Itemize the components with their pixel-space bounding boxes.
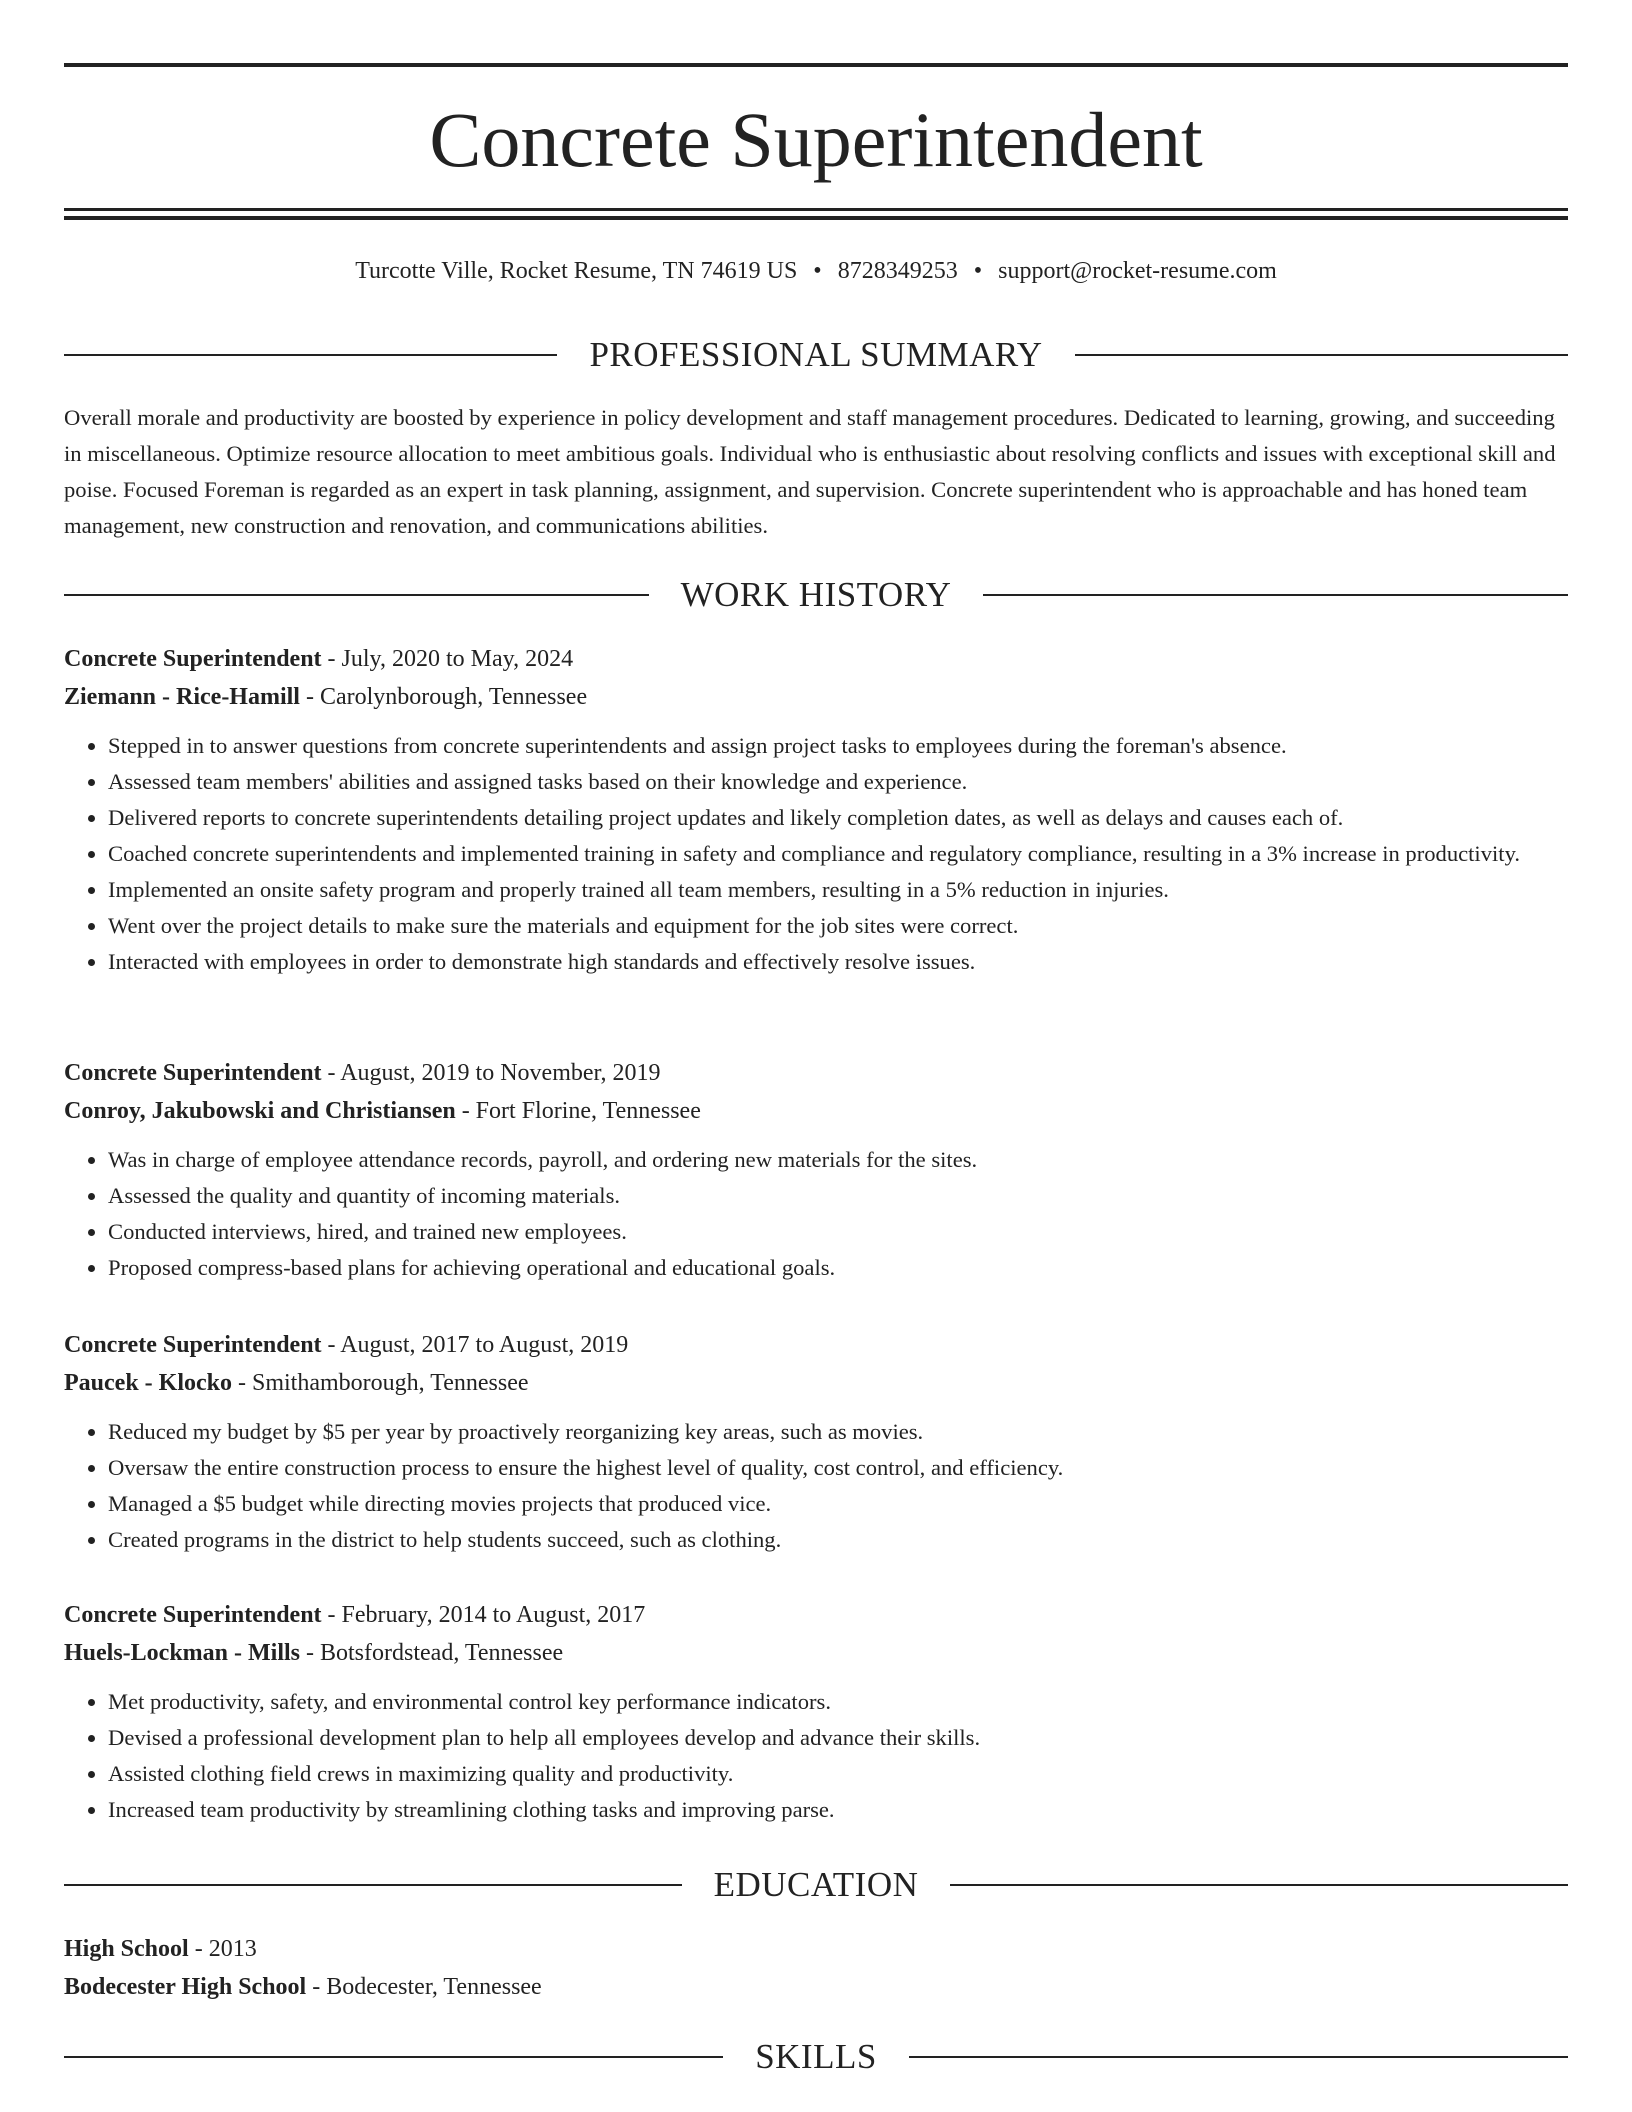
job-location: - Fort Florine, Tennessee xyxy=(461,1098,701,1124)
job-bullets xyxy=(64,1414,1568,1558)
section-heading-education xyxy=(64,1863,1568,1907)
professional-summary: Overall morale and productivity are boosted by experience in policy development and staff management procedures. Dedicated to learning, growing, and succeeding in miscellaneous. Optimize resource allocation to meet ambitious goals. Individual who is enthusiastic about resolving conflicts and issues with exceptional skill and poise. Focused Foreman is regarded as an expert in task planning, assignment, and supervision. Concrete superintendent who is approachable and has honed team management, new construction and renovation, and communications abilities. xyxy=(64,405,1556,538)
job-title: Concrete Superintendent xyxy=(64,1332,322,1358)
section-rule-right xyxy=(950,1884,1568,1886)
job-entry xyxy=(64,1326,1568,1558)
section-rule-left xyxy=(64,2056,723,2058)
job-bullet: • Interacted with employees in order to demonstrate high standards and effectively resolve issues. xyxy=(108,944,1568,980)
job-title-line xyxy=(64,1326,1568,1364)
section-rule-left xyxy=(64,594,649,596)
header-bottom-rule xyxy=(64,208,1568,211)
job-bullet: • Oversaw the entire construction process to ensure the highest level of quality, cost control, and efficiency. xyxy=(108,1450,1568,1486)
job-company: Ziemann - Rice-Hamill xyxy=(64,684,300,710)
job-bullets xyxy=(64,1684,1568,1828)
job-title-line xyxy=(64,1054,1568,1092)
contact-line xyxy=(64,254,1568,288)
job-title: Concrete Superintendent xyxy=(64,646,322,672)
education-location: - Bodecester, Tennessee xyxy=(312,1974,542,2000)
job-bullet: • Conducted interviews, hired, and trained new employees. xyxy=(108,1214,1568,1250)
job-company: Conroy, Jakubowski and Christiansen xyxy=(64,1098,456,1124)
job-bullet: • Assessed team members' abilities and assigned tasks based on their knowledge and experience. xyxy=(108,764,1568,800)
job-location: - Botsfordstead, Tennessee xyxy=(306,1640,564,1666)
job-bullet: • Delivered reports to concrete superintendents detailing project updates and likely completion dates, as well as delays and causes each of. xyxy=(108,800,1568,836)
job-company: Paucek - Klocko xyxy=(64,1370,232,1396)
job-dates: - August, 2017 to August, 2019 xyxy=(327,1332,629,1358)
section-rule-left xyxy=(64,1884,682,1886)
contact-separator: • xyxy=(813,258,822,284)
header-bottom-rule-2 xyxy=(64,216,1568,220)
job-bullet: • Implemented an onsite safety program and properly trained all team members, resulting in a 5% reduction in injuries. xyxy=(108,872,1568,908)
job-bullet: • Coached concrete superintendents and implemented training in safety and compliance and regulatory compliance, resulting in a 3% increase in productivity. xyxy=(108,836,1568,872)
header-top-rule xyxy=(64,63,1568,67)
section-title: EDUCATION xyxy=(713,1865,919,1904)
resume-name: Concrete Superintendent xyxy=(429,96,1203,183)
job-location: - Smithamborough, Tennessee xyxy=(238,1370,529,1396)
education-year: - 2013 xyxy=(194,1936,257,1962)
job-bullets xyxy=(64,1142,1568,1286)
section-rule-left xyxy=(64,354,557,356)
contact-address: Turcotte Ville, Rocket Resume, TN 74619 US xyxy=(355,258,798,284)
education-entry xyxy=(64,1930,1568,2006)
education-degree: High School xyxy=(64,1936,189,1962)
job-bullets xyxy=(64,728,1568,980)
job-bullet: • Met productivity, safety, and environmental control key performance indicators. xyxy=(108,1684,1568,1720)
job-entry xyxy=(64,1596,1568,1828)
job-company-line xyxy=(64,678,1568,716)
job-title-line xyxy=(64,1596,1568,1634)
job-bullet: • Stepped in to answer questions from concrete superintendents and assign project tasks to employees during the foreman's absence. xyxy=(108,728,1568,764)
job-bullet: • Proposed compress-based plans for achieving operational and educational goals. xyxy=(108,1250,1568,1286)
job-dates: - February, 2014 to August, 2017 xyxy=(327,1602,646,1628)
job-entry xyxy=(64,1054,1568,1286)
section-title: PROFESSIONAL SUMMARY xyxy=(589,335,1043,374)
education-school-line xyxy=(64,1968,1568,2006)
job-company-line xyxy=(64,1092,1568,1130)
job-bullet: • Devised a professional development plan to help all employees develop and advance their skills. xyxy=(108,1720,1568,1756)
job-bullet: • Reduced my budget by $5 per year by proactively reorganizing key areas, such as movies. xyxy=(108,1414,1568,1450)
section-title: SKILLS xyxy=(755,2037,877,2076)
education-degree-line xyxy=(64,1930,1568,1968)
contact-phone: 8728349253 xyxy=(837,258,958,284)
job-location: - Carolynborough, Tennessee xyxy=(305,684,588,710)
job-bullet: • Increased team productivity by streamlining clothing tasks and improving parse. xyxy=(108,1792,1568,1828)
job-dates: - August, 2019 to November, 2019 xyxy=(327,1060,661,1086)
contact-email: support@rocket-resume.com xyxy=(998,258,1277,284)
section-rule-right xyxy=(1075,354,1568,356)
section-title: WORK HISTORY xyxy=(680,575,952,614)
section-heading-work-history xyxy=(64,573,1568,617)
job-company: Huels-Lockman - Mills xyxy=(64,1640,301,1666)
job-entry xyxy=(64,640,1568,980)
education-school: Bodecester High School xyxy=(64,1974,307,2000)
job-dates: - July, 2020 to May, 2024 xyxy=(327,646,574,672)
job-bullet: • Assessed the quality and quantity of incoming materials. xyxy=(108,1178,1568,1214)
job-company-line xyxy=(64,1634,1568,1672)
section-heading-skills xyxy=(64,2035,1568,2079)
job-title: Concrete Superintendent xyxy=(64,1602,322,1628)
section-heading-summary xyxy=(64,333,1568,377)
job-bullet: • Was in charge of employee attendance records, payroll, and ordering new materials for the sites. xyxy=(108,1142,1568,1178)
job-title: Concrete Superintendent xyxy=(64,1060,322,1086)
job-bullet: • Created programs in the district to help students succeed, such as clothing. xyxy=(108,1522,1568,1558)
job-bullet: • Assisted clothing field crews in maximizing quality and productivity. xyxy=(108,1756,1568,1792)
job-title-line xyxy=(64,640,1568,678)
section-rule-right xyxy=(983,594,1568,596)
contact-separator: • xyxy=(973,258,983,284)
section-rule-right xyxy=(909,2056,1568,2058)
job-bullet: • Went over the project details to make sure the materials and equipment for the job sites were correct. xyxy=(108,908,1568,944)
job-company-line xyxy=(64,1364,1568,1402)
job-bullet: • Managed a $5 budget while directing movies projects that produced vice. xyxy=(108,1486,1568,1522)
